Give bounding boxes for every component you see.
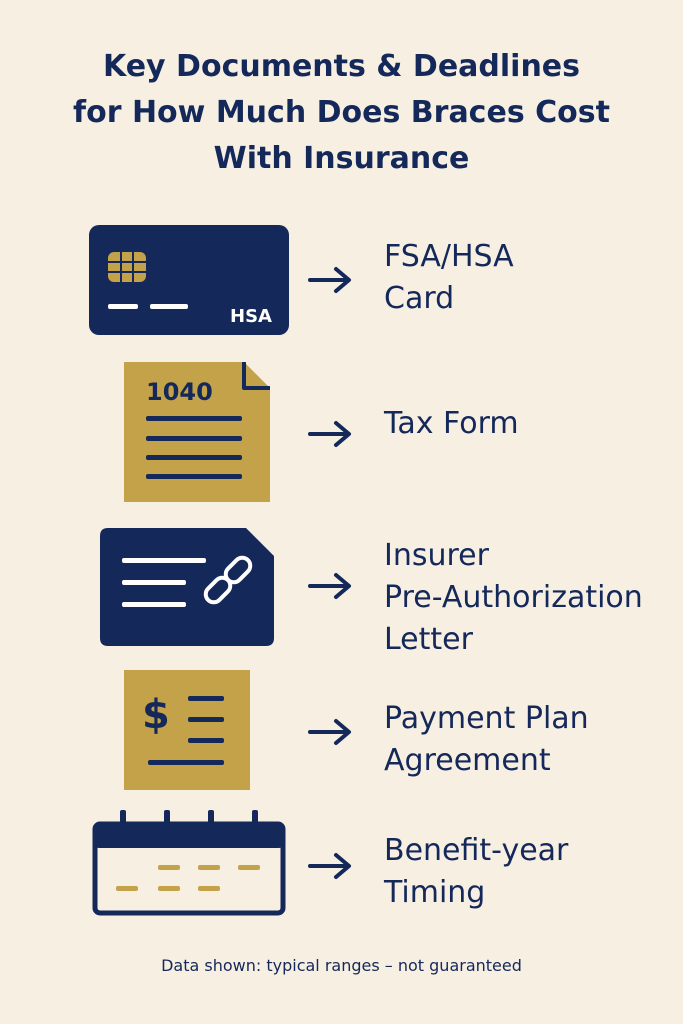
item-label: Tax Form	[384, 406, 519, 441]
payment-plan-icon	[124, 670, 250, 790]
credit-card-icon	[88, 224, 290, 336]
item-label: Payment Plan Agreement	[384, 701, 589, 778]
dollar-symbol: $	[142, 692, 170, 738]
item-label: Benefit-year Timing	[384, 833, 569, 910]
page-title	[0, 44, 683, 182]
item-label: FSA/HSA Card	[384, 239, 514, 316]
letter-link-icon	[100, 528, 274, 646]
form-number: 1040	[146, 378, 213, 406]
item-label: Insurer Pre-Authorization Letter	[384, 538, 643, 657]
arrow-right-icon	[306, 852, 354, 880]
title-line-3: With Insurance	[213, 141, 470, 176]
title-line-1: Key Documents & Deadlines	[102, 49, 581, 84]
arrow-right-icon	[306, 266, 354, 294]
arrow-right-icon	[306, 718, 354, 746]
footnote: Data shown: typical ranges – not guaranteed	[161, 956, 522, 975]
title-line-2: for How Much Does Braces Cost	[73, 95, 610, 130]
arrow-right-icon	[306, 572, 354, 600]
arrow-right-icon	[306, 420, 354, 448]
calendar-icon	[92, 808, 286, 916]
tax-form-icon	[124, 362, 270, 502]
card-text: HSA	[230, 306, 272, 327]
